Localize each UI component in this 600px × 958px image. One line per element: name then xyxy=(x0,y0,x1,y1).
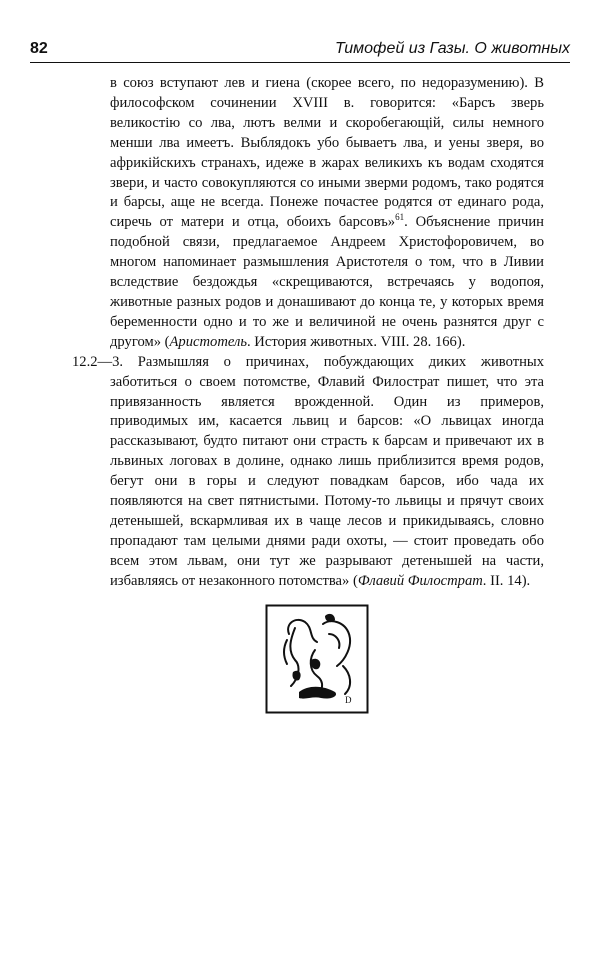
page-number: 82 xyxy=(30,40,48,57)
body-text xyxy=(72,74,544,592)
footnote-ref: 61 xyxy=(395,212,405,223)
citation-author: Аристотель xyxy=(169,333,247,350)
svg-text:D: D xyxy=(345,695,352,705)
paragraph2-text-a: Размышляя о причинах, побуждающих диких животных заботиться о своем потомстве, Флавий Филострат пишет, что эта привязанность является врожденной. Один из примеров, приводимых им, касается львиц и барсов: «О львицах иногда рассказывают, будто питают они страсть к барсам и привечают их в львиных логовах в долине, однако лишь приблизится время родов, бегут они в горы и следуют повадкам барсов, ибо чада их появляются на свет пятнистыми. Потому-то львицы и прячут своих детенышей, вскармливая их в чаще лесов и прикидываясь, словно пропадают там целыми днями ради охоты, — стоит проведать обо всем этом львам, они тут же разрывают детенышей на части, избавляясь от незаконного потомства» ( xyxy=(110,353,544,589)
commentary-paragraph xyxy=(72,353,544,592)
paragraph1-text-b: . Объяснение причин подобной связи, предлагаемое Андреем Христофоровичем, во многом напоминает размышления Аристотеля о том, что в Ливии вследствие бездождья «скрещиваются, встречаясь у водопоя, животные разных родов и донашивают до конца те, у которых время беременности одно и то же и величиной не очень разнятся друг с другом» ( xyxy=(110,214,544,350)
citation-rest: . II. 14). xyxy=(482,572,531,589)
paragraph1-text-a: в союз вступают лев и гиена (скорее всего, по недоразумению). В философском сочинении XVIII в. говорится: «Барсъ зверь великостію со лва, лютъ велми и скоробегающій, силы немного менши лва имеетъ. Выблядокъ убо бываетъ лва, и уены зверя, во африкійскихъ странахъ, идеже в жарах великихъ къ водам сходятся звери, и часто совокупляются со иными зверми родомъ, тако родятся и барсы, аще не всегда. Понеже почастее родятся от единаго рода, сиречь от матери и отца, обоихъ барсовъ» xyxy=(110,75,544,231)
running-title: Тимофей из Газы. О животных xyxy=(335,40,570,57)
citation-rest: . История животных. VIII. 28. 166). xyxy=(247,333,466,350)
paragraph-continued xyxy=(110,74,544,353)
running-header xyxy=(30,40,570,63)
citation-author: Флавий Филострат xyxy=(357,572,483,589)
reference-label: 12.2—3. xyxy=(72,353,124,370)
decorative-vignette xyxy=(265,604,369,714)
